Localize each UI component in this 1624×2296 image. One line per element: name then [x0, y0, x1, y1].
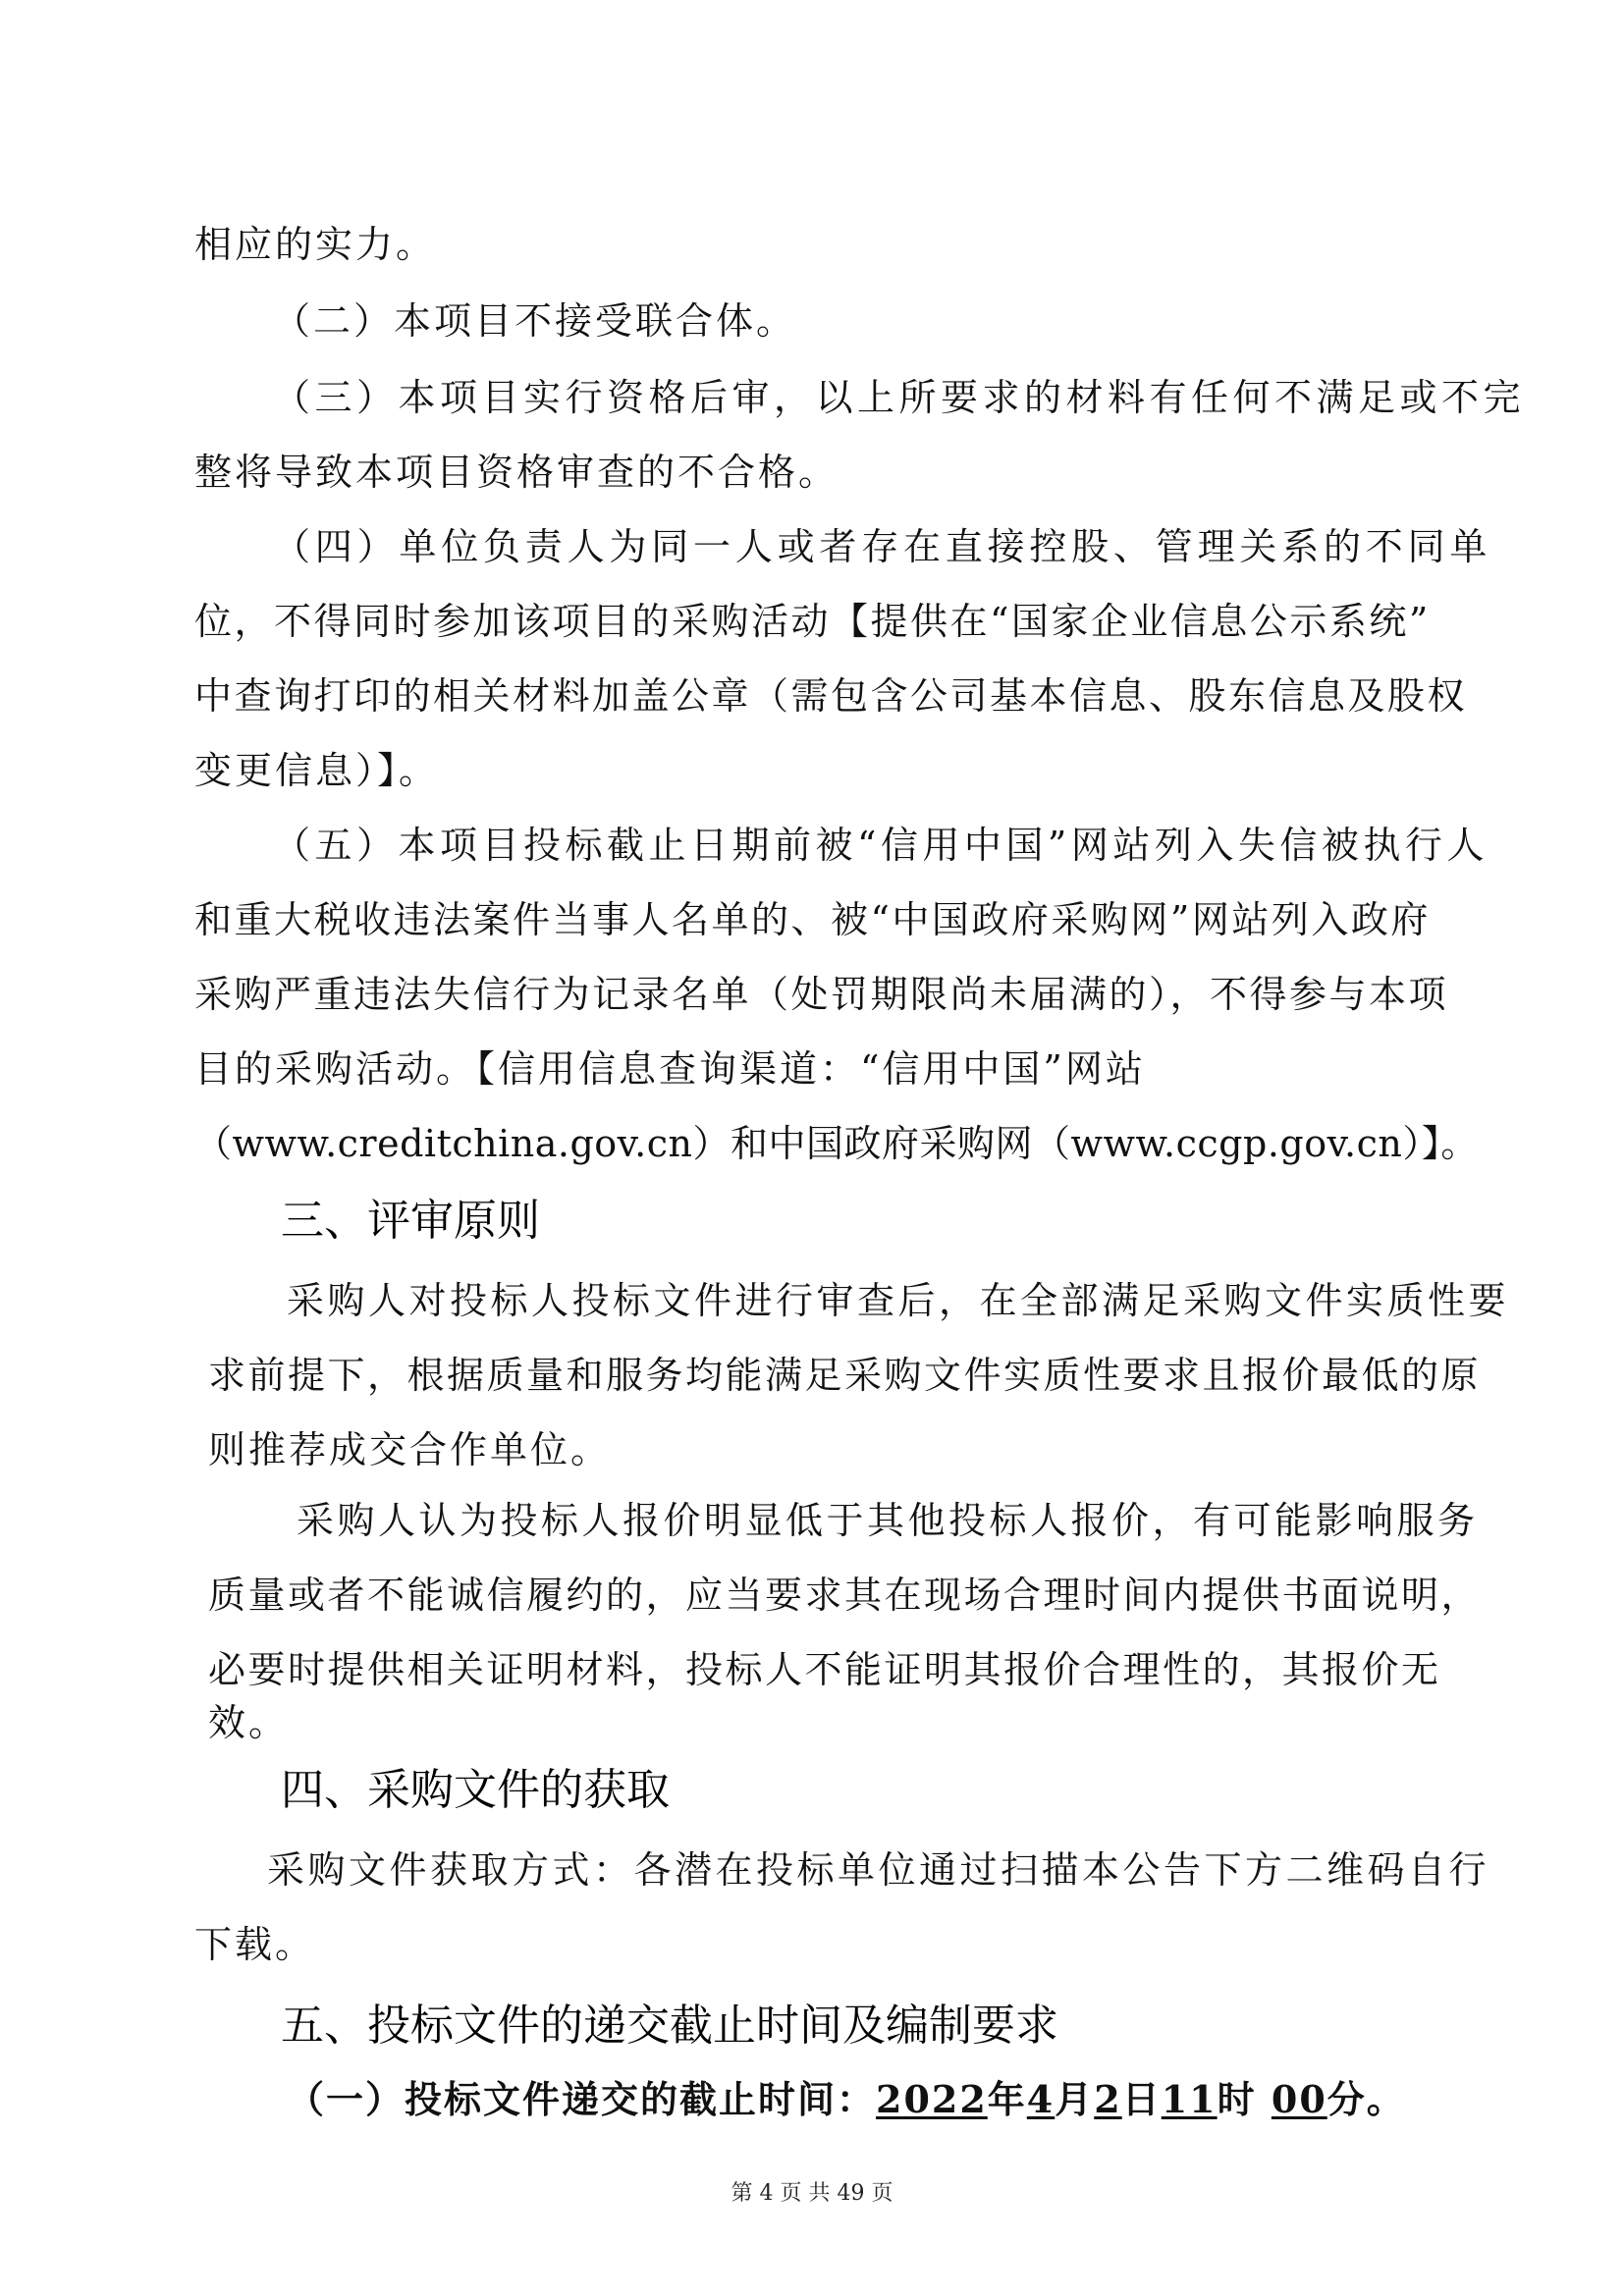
body-line: 下载。 [194, 1923, 316, 1966]
deadline-year-unit: 年 [987, 2077, 1027, 2121]
deadline-hour-unit: 时 [1217, 2077, 1257, 2121]
section-heading: 三、评审原则 [281, 1196, 540, 1246]
body-line: 相应的实力。 [194, 223, 437, 266]
deadline-line [287, 2077, 1406, 2121]
deadline-month: 4 [1026, 2077, 1056, 2121]
deadline-hour: 11 [1161, 2077, 1218, 2121]
body-line: 目的采购活动。【信用信息查询渠道：“信用中国”网站 [194, 1047, 1146, 1091]
body-line: 采购人对投标人投标文件进行审查后，在全部满足采购文件实质性要 [287, 1279, 1510, 1322]
body-line: （三）本项目实行资格后审，以上所要求的材料有任何不满足或不完 [273, 376, 1526, 419]
deadline-minute-unit: 分。 [1326, 2077, 1406, 2121]
body-line: 采购人认为投标人报价明显低于其他投标人报价，有可能影响服务 [297, 1499, 1479, 1542]
body-line: 变更信息）】。 [194, 749, 440, 792]
section-heading: 四、采购文件的获取 [281, 1765, 670, 1815]
body-line: 和重大税收违法案件当事人名单的、被“中国政府采购网”网站列入政府 [194, 898, 1431, 941]
deadline-day: 2 [1094, 2077, 1122, 2121]
body-line: （二）本项目不接受联合体。 [273, 299, 797, 343]
body-line: （四）单位负责人为同一人或者存在直接控股、管理关系的不同单 [273, 525, 1492, 568]
body-line: 采购文件获取方式：各潜在投标单位通过扫描本公告下方二维码自行 [267, 1848, 1490, 1892]
page-number-footer: 第 4 页 共 49 页 [731, 2181, 893, 2206]
deadline-month-unit: 月 [1055, 2077, 1095, 2121]
body-line: （五）本项目投标截止日期前被“信用中国”网站列入失信被执行人 [273, 824, 1489, 867]
body-line: 则推荐成交合作单位。 [208, 1428, 612, 1471]
deadline-prefix: （一）投标文件递交的截止时间： [287, 2077, 877, 2121]
body-line: （www.creditchina.gov.cn）和中国政府采购网（www.ccgp.gov.cn）】。 [194, 1122, 1479, 1165]
body-line: 整将导致本项目资格审查的不合格。 [194, 451, 839, 494]
body-line: 质量或者不能诚信履约的，应当要求其在现场合理时间内提供书面说明， [208, 1574, 1482, 1617]
deadline-year: 2022 [876, 2077, 988, 2121]
deadline-minute: 00 [1271, 2077, 1327, 2121]
body-line: 中查询打印的相关材料加盖公章（需包含公司基本信息、股东信息及股权 [194, 674, 1468, 718]
section-heading: 五、投标文件的递交截止时间及编制要求 [281, 2001, 1058, 2051]
body-line: 求前提下，根据质量和服务均能满足采购文件实质性要求且报价最低的原 [208, 1354, 1482, 1397]
deadline-day-unit: 日 [1121, 2077, 1162, 2121]
body-line: 位，不得同时参加该项目的采购活动【提供在“国家企业信息公示系统” [194, 600, 1431, 643]
body-line: 效。 [208, 1701, 290, 1744]
body-line: 必要时提供相关证明材料，投标人不能证明其报价合理性的，其报价无 [208, 1648, 1441, 1691]
body-line: 采购严重违法失信行为记录名单（处罚期限尚未届满的），不得参与本项 [194, 973, 1449, 1016]
